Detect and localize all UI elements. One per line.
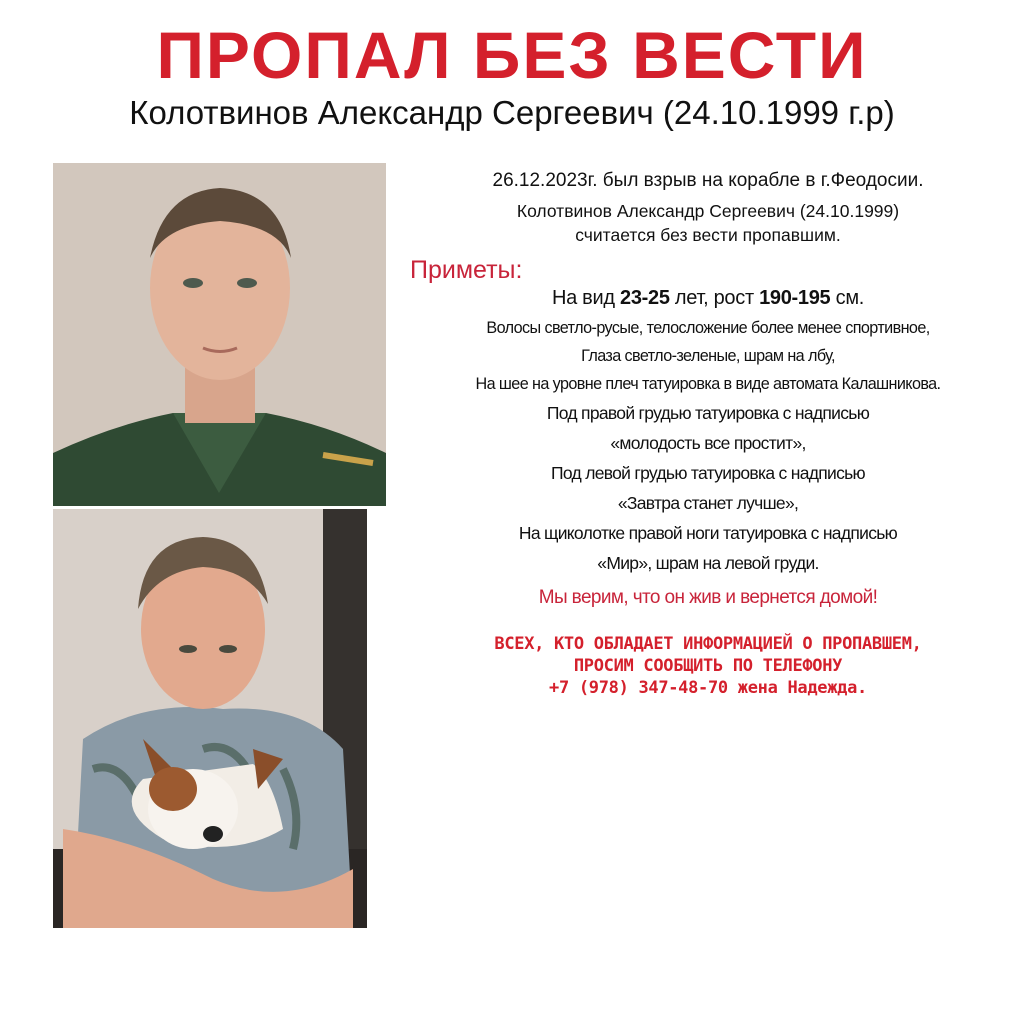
feature-line: Волосы светло-русые, телосложение более менее спортивное, bbox=[486, 319, 930, 337]
feature-line: На шее на уровне плеч татуировка в виде автомата Калашникова. bbox=[475, 375, 941, 393]
intro-line-3: считается без вести пропавшим. bbox=[575, 225, 841, 245]
contact-appeal bbox=[392, 633, 1024, 699]
feature-line: Под правой грудью татуировка с надписью bbox=[546, 403, 870, 423]
person-name: Колотвинов Александр Сергеевич (24.10.1999 г.р) bbox=[129, 94, 895, 131]
appeal-line-1: ВСЕХ, КТО ОБЛАДАЕТ ИНФОРМАЦИЕЙ О ПРОПАВШЕМ, bbox=[494, 634, 922, 654]
contact-phone: +7 (978) 347-48-70 жена Надежда. bbox=[549, 678, 867, 698]
feature-line: «Мир», шрам на левой груди. bbox=[597, 553, 819, 573]
signs-title: Приметы: bbox=[410, 256, 523, 284]
photo-with-dog bbox=[53, 509, 367, 928]
feature-line: Под левой грудью татуировка с надписью bbox=[551, 463, 865, 483]
feature-line: На щиколотке правой ноги татуировка с надписью bbox=[518, 523, 898, 543]
intro-line-1: 26.12.2023г. был взрыв на корабле в г.Феодосии. bbox=[492, 170, 924, 191]
intro-line-2: Колотвинов Александр Сергеевич (24.10.1999) bbox=[516, 201, 900, 221]
age-height-line bbox=[392, 287, 1024, 310]
info-block bbox=[392, 170, 1024, 699]
height-value: 190-195 bbox=[759, 287, 831, 309]
age-mid: лет, рост bbox=[669, 287, 760, 309]
age-prefix: На вид bbox=[551, 287, 620, 309]
age-suffix: см. bbox=[830, 287, 865, 309]
page-title: ПРОПАЛ БЕЗ ВЕСТИ bbox=[156, 18, 868, 92]
portrait-photo bbox=[53, 163, 386, 506]
feature-line: «Завтра станет лучше», bbox=[617, 493, 799, 513]
age-value: 23-25 bbox=[620, 287, 670, 309]
hope-message: Мы верим, что он жив и вернется домой! bbox=[538, 587, 878, 608]
feature-line: Глаза светло-зеленые, шрам на лбу, bbox=[581, 347, 835, 365]
feature-line: «молодость все простит», bbox=[610, 433, 806, 453]
appeal-line-2: ПРОСИМ СООБЩИТЬ ПО ТЕЛЕФОНУ bbox=[573, 656, 843, 676]
